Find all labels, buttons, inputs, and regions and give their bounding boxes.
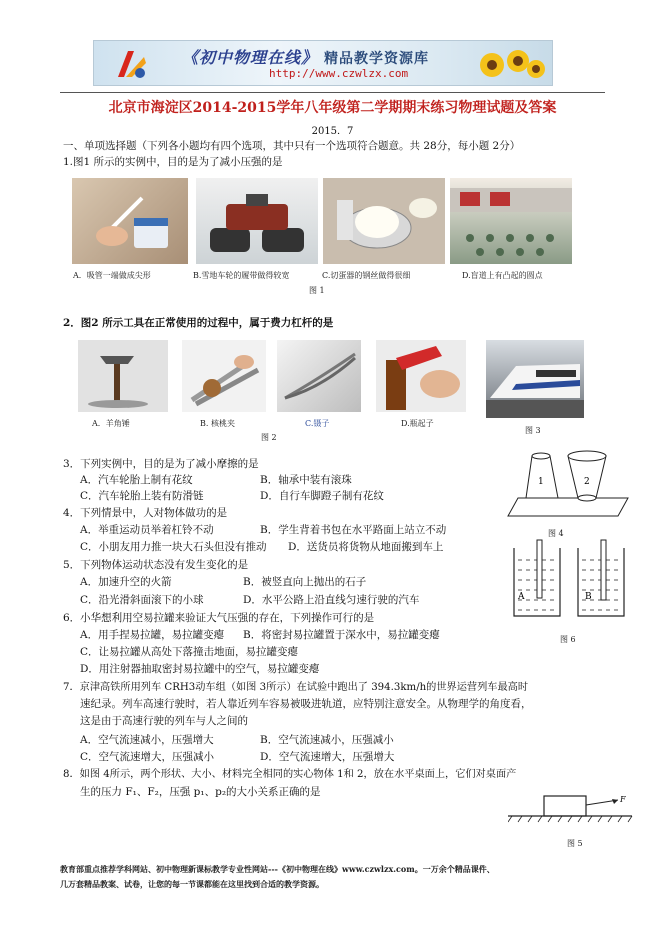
q1-photo-snow-vehicle: [196, 178, 318, 264]
q5-option-a: A．加速升空的火箭: [80, 576, 172, 588]
question-8-line-2: 生的压力 F₁、F₂，压强 p₁、p₂的大小关系正确的是: [80, 786, 321, 798]
q2-caption-d: D.瓶起子: [401, 419, 434, 428]
question-2: 2．图2 所示工具在正常使用的过程中，属于费力杠杆的是: [63, 317, 334, 329]
question-5: 5．下列物体运动状态没有发生变化的是: [63, 559, 249, 571]
q7-option-b: B．空气流速减小，压强减小: [260, 734, 394, 746]
q1-caption-c: C.切蛋器的钢丝做得很细: [322, 271, 411, 280]
fig6-label-b: B: [585, 592, 592, 602]
question-3: 3．下列实例中，目的是为了减小摩擦的是: [63, 458, 259, 470]
fig5-diagram: [508, 790, 633, 830]
q4-option-c: C．小朋友用力推一块大石头但没有推动: [80, 541, 267, 553]
q6-option-b: B．将密封易拉罐置于深水中，易拉罐变瘪: [243, 629, 440, 641]
fig6-label-a: A: [518, 592, 525, 602]
q3-option-c: C．汽车轮胎上装有防滑链: [80, 490, 204, 502]
q7-option-d: D．空气流速增大，压强增大: [260, 751, 395, 763]
q2-caption-b: B. 核桃夹: [200, 419, 235, 428]
footer-line-2: 几万套精品教案、试卷，让您的每一节课都能在这里找到合适的教学资源。: [60, 879, 324, 889]
banner-title: 《初中物理在线》 精品教学资源库: [182, 48, 430, 67]
question-1: 1.图1 所示的实例中，目的是为了减小压强的是: [63, 156, 283, 168]
fig4-label: 图 4: [548, 529, 564, 538]
site-logo-icon: [114, 47, 150, 81]
fig5-label: 图 5: [567, 839, 583, 848]
q5-option-c: C．沿光滑斜面滚下的小球: [80, 594, 204, 606]
exam-date: 2015．7: [311, 126, 354, 137]
q2-caption-a: A．羊角锤: [92, 419, 130, 428]
question-6: 6．小华想利用空易拉罐来验证大气压强的存在，下列操作可行的是: [63, 612, 375, 624]
q1-photo-straw: [72, 178, 188, 264]
q3-option-b: B．轴承中装有滚珠: [260, 474, 352, 486]
page-title: 北京市海淀区2014-2015学年八年级第二学期期末练习物理试题及答案: [108, 100, 557, 116]
question-4: 4．下列情景中，人对物体做功的是: [63, 507, 228, 519]
q1-photo-egg-slicer: [323, 178, 445, 264]
question-8-line-1: 8．如图 4所示，两个形状、大小、材料完全相同的实心物体 1和 2，放在水平桌面上，它们对桌面产: [63, 769, 517, 780]
fig6-diagram: [510, 538, 630, 620]
footer-line-1: 教育部重点推荐学科网站、初中物理新课标教学专业性网站---《初中物理在线》www.czwlzx.com。一万余个精品课件、: [60, 864, 495, 874]
q4-option-d: D．送货员将货物从地面搬到车上: [288, 541, 444, 553]
question-7-line-1: 7．京津高铁所用列车 CRH3动车组（如图 3所示）在试验中跑出了 394.3km/h的世界运营列车最高时: [63, 682, 529, 693]
q7-option-a: A．空气流速减小，压强增大: [80, 734, 214, 746]
section-heading: 一、单项选择题（下列各小题均有四个选项，其中只有一个选项符合题意。共 28分，每小题 2分）: [63, 140, 521, 152]
q6-option-d: D．用注射器抽取密封易拉罐中的空气，易拉罐变瘪: [80, 663, 320, 675]
q1-caption-a: A．吸管一端做成尖形: [73, 271, 151, 280]
question-7-line-3: 这是由于高速行驶的列车与人之间的: [80, 715, 248, 727]
q5-option-b: B．被竖直向上抛出的石子: [243, 576, 367, 588]
q6-option-a: A．用手捏易拉罐，易拉罐变瘪: [80, 629, 225, 641]
sunflower-image: [474, 45, 546, 85]
fig1-label: 图 1: [309, 286, 325, 295]
fig5-force-label: F: [620, 795, 626, 804]
q4-option-b: B．学生背着书包在水平路面上站立不动: [260, 524, 447, 536]
header-rule: [60, 92, 605, 93]
q2-photo-tweezers: [277, 340, 361, 412]
fig2-label: 图 2: [261, 433, 277, 442]
fig4-label-2: 2: [584, 477, 590, 487]
fig4-label-1: 1: [538, 477, 544, 487]
q3-option-a: A．汽车轮胎上制有花纹: [80, 474, 193, 486]
q1-photo-tactile-paving: [450, 178, 572, 264]
q2-photo-bottle-opener: [376, 340, 466, 412]
q5-option-d: D．水平公路上沿直线匀速行驶的汽车: [243, 594, 420, 606]
q1-caption-d: D.盲道上有凸起的圆点: [462, 271, 543, 280]
fig6-label: 图 6: [560, 635, 576, 644]
q1-caption-b: B.雪地车轮的履带做得较宽: [193, 271, 290, 280]
q2-photo-claw-hammer: [78, 340, 168, 412]
page-footer: [60, 862, 620, 892]
q3-option-d: D．自行车脚蹬子制有花纹: [260, 490, 384, 502]
fig4-diagram: [500, 440, 630, 520]
q2-caption-c: C.镊子: [305, 419, 330, 428]
banner-url[interactable]: http://www.czwlzx.com: [269, 67, 409, 80]
q2-photo-nutcracker: [182, 340, 266, 412]
q7-option-c: C．空气流速增大，压强减小: [80, 751, 215, 763]
question-7-line-2: 速纪录。列车高速行驶时，若人靠近列车容易被吸进轨道，应特别注意安全。从物理学的角度看，: [80, 698, 532, 710]
fig3-label: 图 3: [525, 426, 541, 435]
q6-option-c: C．让易拉罐从高处下落撞击地面，易拉罐变瘪: [80, 646, 299, 658]
header-banner: [93, 40, 553, 86]
fig3-photo-train: [486, 340, 584, 418]
q4-option-a: A．举重运动员举着杠铃不动: [80, 524, 214, 536]
